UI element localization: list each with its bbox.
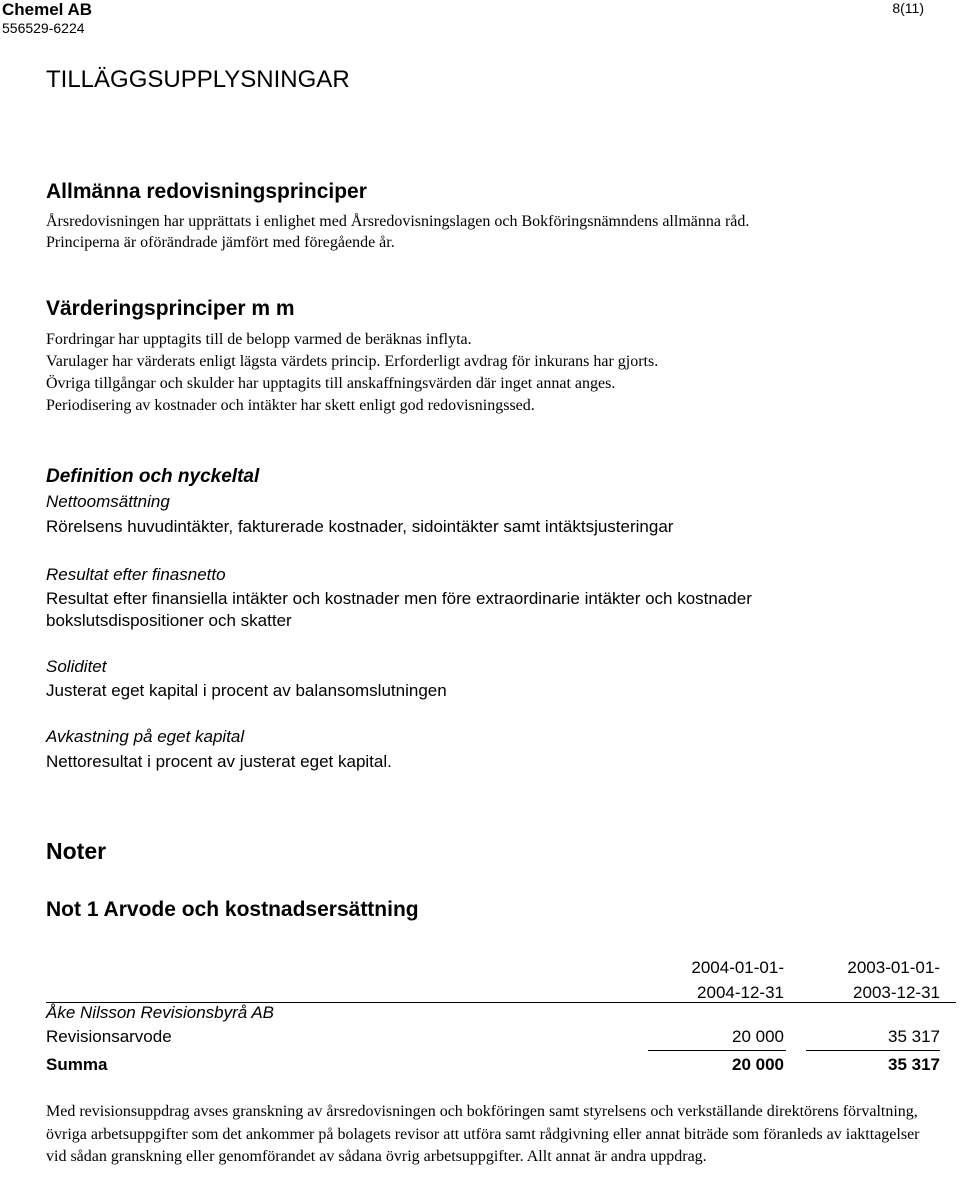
row-value-2003: 35 317 [888, 1027, 940, 1046]
notes-heading: Noter [46, 838, 107, 864]
definition-text: Rörelsens huvudintäkter, fakturerade kostnader, sidointäkter samt intäktsjusteringar [46, 517, 674, 536]
sum-value-2003: 35 317 [888, 1055, 940, 1074]
row-label: Revisionsarvode [46, 1027, 172, 1046]
accounting-line-1: Årsredovisningen har upprättats i enlighet med Årsredovisningslagen och Bokföringsnämndens allmänna råd. [46, 213, 750, 230]
accounting-line-2: Principerna är oförändrade jämfört med föregående år. [46, 234, 395, 251]
period-start: 2003-01-01- [847, 958, 940, 977]
sum-label: Summa [46, 1055, 108, 1074]
accounting-principles-heading: Allmänna redovisningsprinciper [46, 180, 367, 203]
column-header-2004 [691, 955, 784, 1005]
definition-text: Justerat eget kapital i procent av balansomslutningen [46, 681, 447, 700]
definition-term: Resultat efter finasnetto [46, 565, 226, 584]
definition-term: Avkastning på eget kapital [46, 727, 245, 746]
row-value-2004: 20 000 [732, 1027, 784, 1046]
period-end: 2004-12-31 [697, 983, 784, 1002]
page-title: TILLÄGGSUPPLYSNINGAR [46, 66, 350, 93]
company-name: Chemel AB [2, 0, 93, 19]
valuation-line: Varulager har värderats enligt lägsta värdets princip. Erforderligt avdrag för inkurans har gjorts. [46, 353, 659, 370]
definitions-heading: Definition och nyckeltal [46, 466, 260, 487]
valuation-line: Periodisering av kostnader och intäkter har skett enligt god redovisningssed. [46, 397, 535, 414]
valuation-line: Övriga tillgångar och skulder har upptagits till anskaffningsvärden där inget annat anges. [46, 375, 616, 392]
note-1-description: Med revisionsuppdrag avses granskning av årsredovisningen och bokföringen samt styrelsens och verkställande direktörens förvaltning, övriga arbetsuppgifter som det ankommer på bolagets revisor att utföra samt rådgivning eller annat biträde som föranleds av iakttagelser vid sådan granskning eller genomförandet av sådana övrig arbetsuppgifter. Allt annat är andra uppdrag. [46, 1103, 920, 1165]
definition-term: Soliditet [46, 657, 107, 676]
sum-value-2004: 20 000 [732, 1055, 784, 1074]
definition-text: Resultat efter finansiella intäkter och kostnader men före extraordinarie intäkter och kostnader [46, 589, 752, 608]
column-header-2003 [847, 955, 940, 1005]
valuation-line: Fordringar har upptagits till de belopp varmed de beräknas inflyta. [46, 331, 472, 348]
sum-rule-2003 [806, 1050, 940, 1051]
definition-text: Nettoresultat i procent av justerat eget kapital. [46, 752, 392, 771]
period-start: 2004-01-01- [691, 958, 784, 977]
org-number: 556529-6224 [2, 20, 85, 36]
firm-name: Åke Nilsson Revisionsbyrå AB [46, 1003, 275, 1022]
definition-text-continued: bokslutsdispositioner och skatter [46, 611, 292, 630]
period-end: 2003-12-31 [853, 983, 940, 1002]
definition-term: Nettoomsättning [46, 492, 170, 511]
valuation-principles-heading: Värderingsprinciper m m [46, 297, 295, 320]
page-number: 8(11) [892, 0, 924, 16]
sum-rule-2004 [648, 1050, 786, 1051]
note-1-heading: Not 1 Arvode och kostnadsersättning [46, 898, 419, 921]
